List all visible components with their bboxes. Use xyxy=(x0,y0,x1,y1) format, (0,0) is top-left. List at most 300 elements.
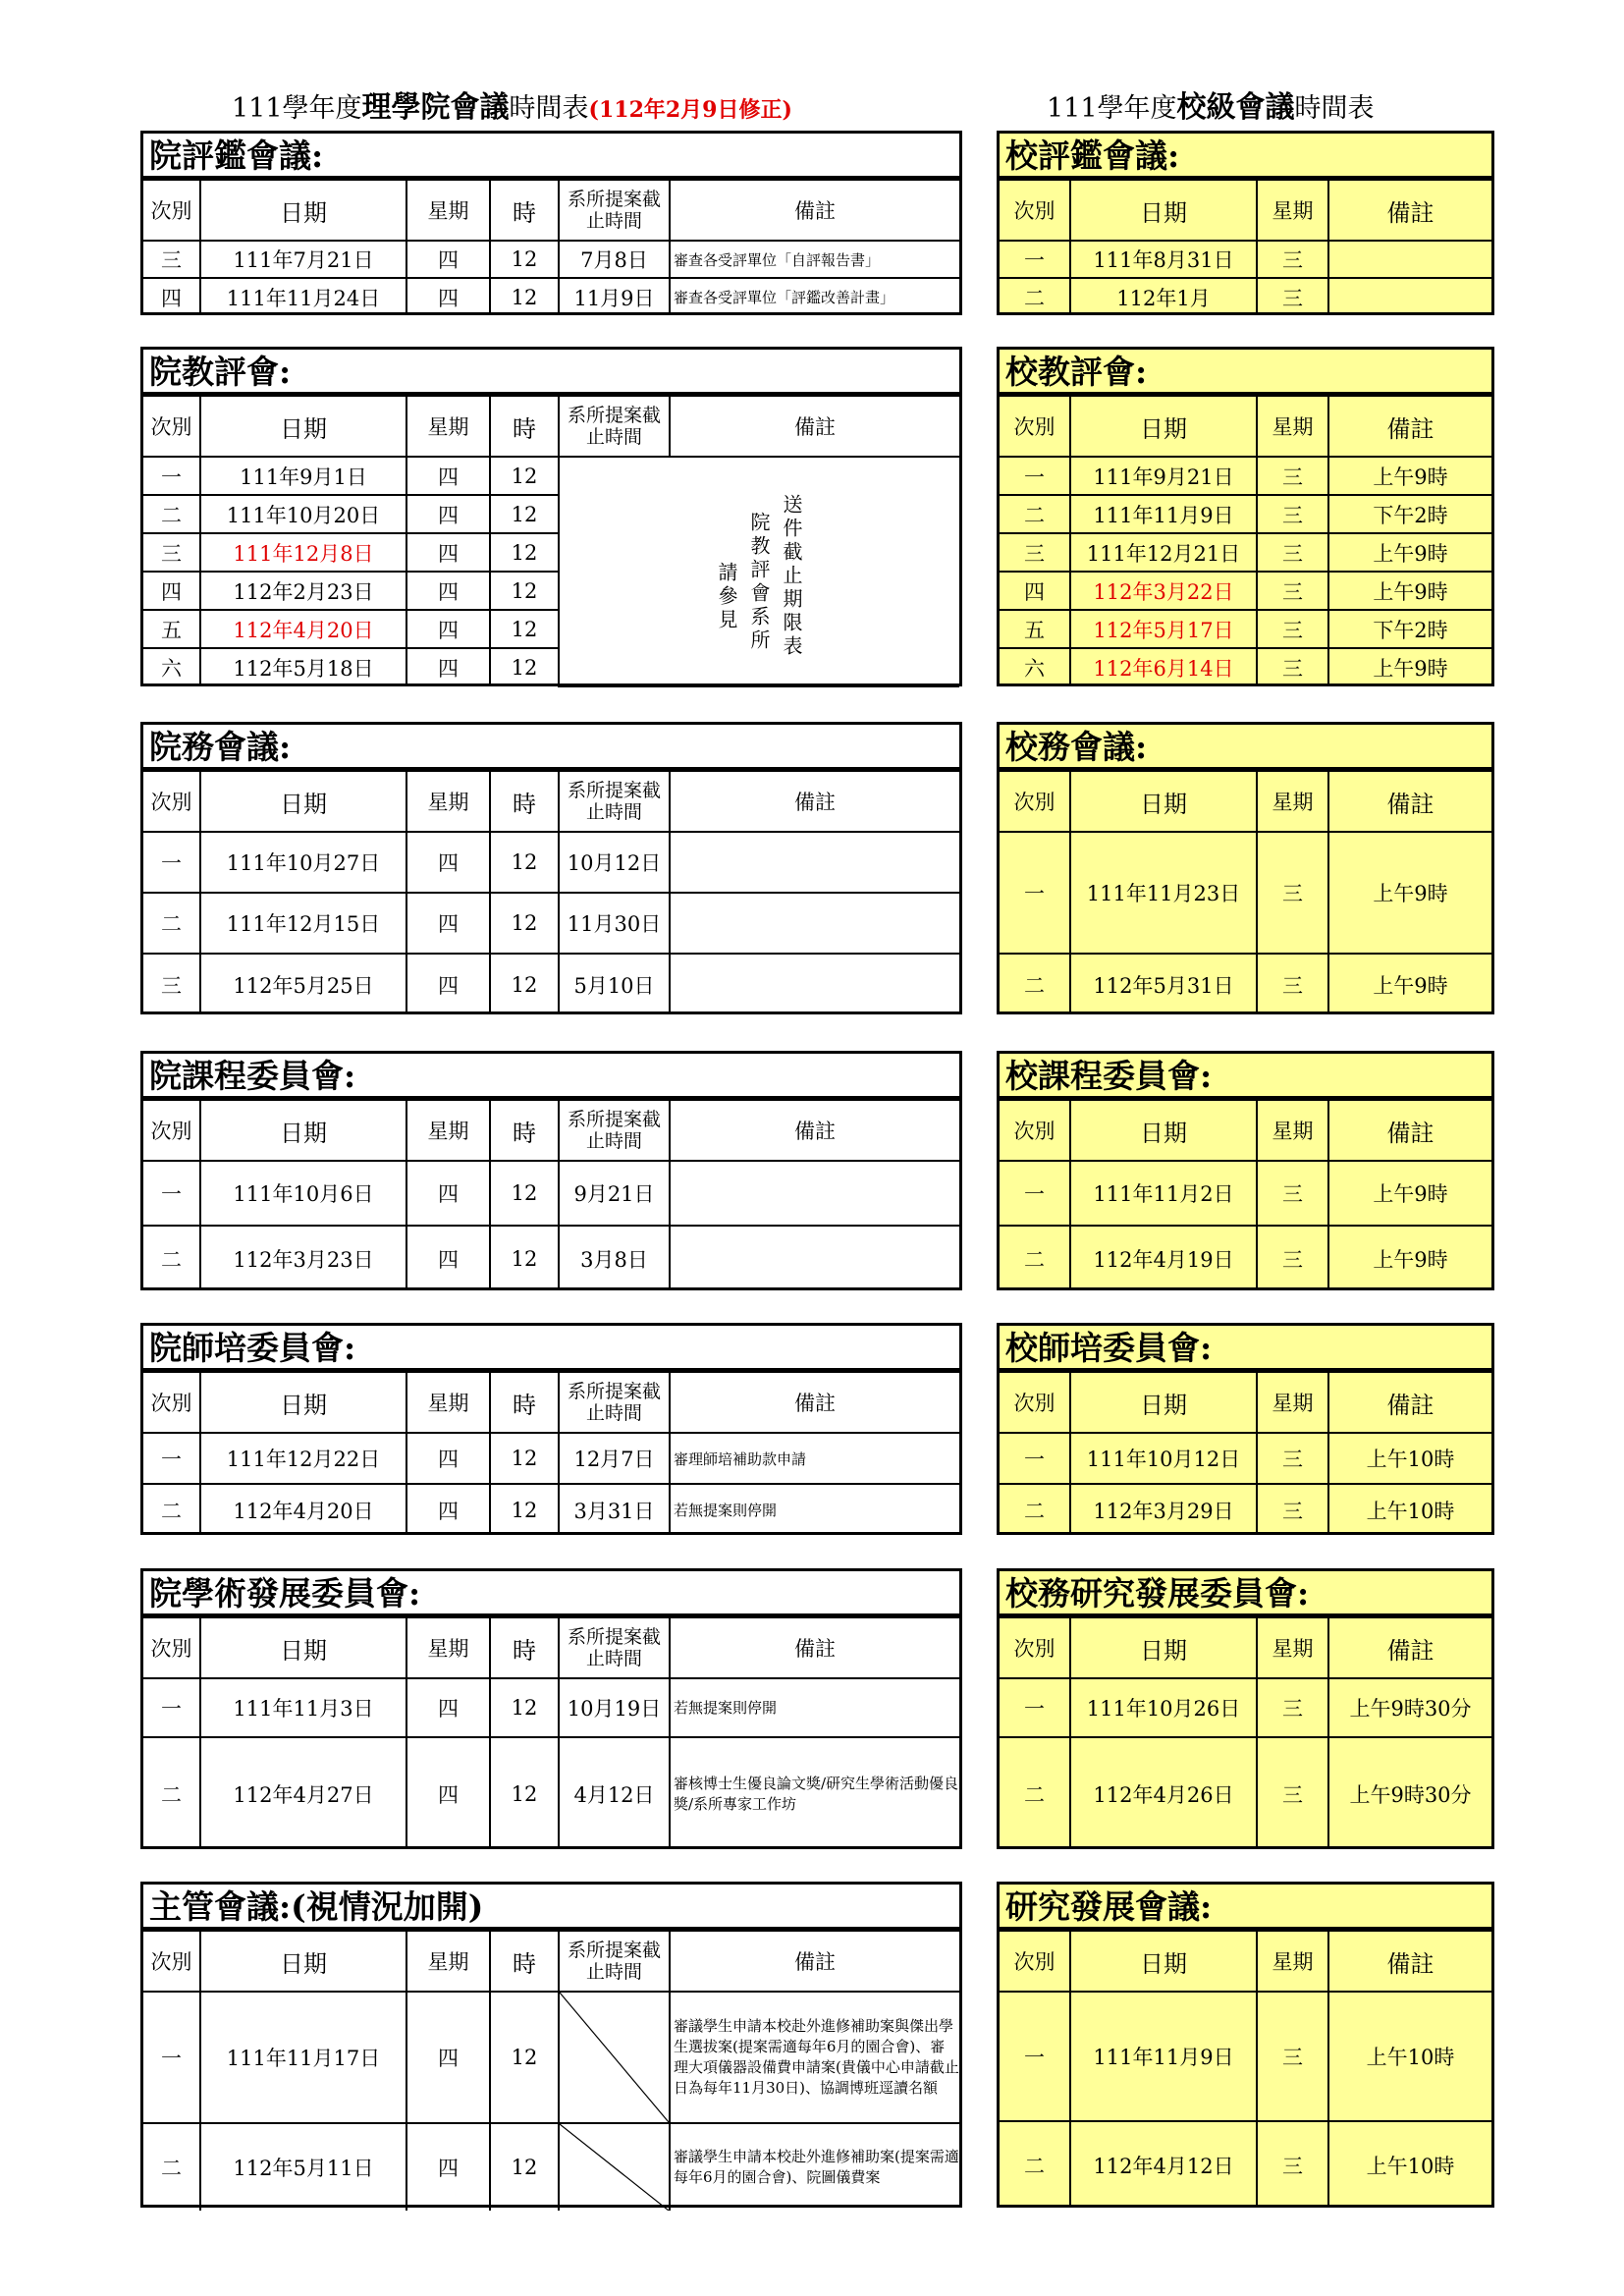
row-note: 下午2時 xyxy=(1328,610,1491,648)
row-note: 下午2時 xyxy=(1328,495,1491,533)
header-date: 日期 xyxy=(1070,771,1257,832)
table-header-row xyxy=(143,180,959,241)
header-hour: 時 xyxy=(490,771,559,832)
meeting-table xyxy=(1000,1616,1491,1849)
row-weekday: 四 xyxy=(406,241,490,278)
header-date: 日期 xyxy=(200,1100,406,1161)
header-date: 日期 xyxy=(200,771,406,832)
header-no: 次別 xyxy=(143,1100,200,1161)
header-note: 備註 xyxy=(670,1931,959,1992)
university-teacher-training-block xyxy=(997,1323,1494,1535)
row-deadline: 10月19日 xyxy=(559,1678,670,1737)
table-row xyxy=(1000,572,1491,610)
header-date: 日期 xyxy=(200,180,406,241)
table-row xyxy=(1000,832,1491,954)
row-no: 一 xyxy=(143,1678,200,1737)
revision-note: (112年2月9日修正) xyxy=(588,97,792,123)
row-weekday: 四 xyxy=(406,572,490,610)
table-row xyxy=(1000,1484,1491,1535)
row-note: 審理師培補助款申請 xyxy=(670,1433,959,1484)
row-date: 112年4月20日 xyxy=(200,610,406,648)
row-deadline: 7月8日 xyxy=(559,241,670,278)
header-no: 次別 xyxy=(1000,1931,1070,1992)
row-date: 112年5月11日 xyxy=(200,2123,406,2211)
header-deadline xyxy=(559,771,670,832)
row-note: 上午10時 xyxy=(1328,1992,1491,2121)
table-row xyxy=(1000,1433,1491,1484)
row-no: 二 xyxy=(143,893,200,954)
row-weekday: 三 xyxy=(1257,241,1328,278)
row-no: 二 xyxy=(1000,495,1070,533)
header-weekday: 星期 xyxy=(1257,1100,1328,1161)
row-no: 一 xyxy=(143,1161,200,1226)
row-weekday: 三 xyxy=(1257,495,1328,533)
row-weekday: 四 xyxy=(406,1433,490,1484)
row-note: 上午9時 xyxy=(1328,572,1491,610)
header-deadline xyxy=(559,1931,670,1992)
row-date: 112年4月19日 xyxy=(1070,1226,1257,1290)
section-title: 院務會議: xyxy=(143,725,959,770)
meeting-table xyxy=(1000,179,1491,315)
row-hour: 12 xyxy=(490,1161,559,1226)
row-date: 111年11月17日 xyxy=(200,1992,406,2123)
meeting-table xyxy=(1000,1099,1491,1290)
row-note: 若無提案則停開 xyxy=(670,1484,959,1535)
header-deadline-text: 系所提案截止時間 xyxy=(567,1940,661,1983)
row-deadline-na xyxy=(559,2123,670,2211)
row-no: 一 xyxy=(143,832,200,893)
row-hour: 12 xyxy=(490,1433,559,1484)
row-no: 一 xyxy=(143,1433,200,1484)
row-note: 上午9時30分 xyxy=(1328,1678,1491,1737)
table-row xyxy=(1000,648,1491,686)
row-deadline: 3月31日 xyxy=(559,1484,670,1535)
header-weekday: 星期 xyxy=(1257,396,1328,457)
header-no: 次別 xyxy=(143,1372,200,1433)
header-date: 日期 xyxy=(1070,1372,1257,1433)
header-date: 日期 xyxy=(200,396,406,457)
row-date: 111年11月9日 xyxy=(1070,495,1257,533)
row-weekday: 三 xyxy=(1257,1484,1328,1535)
row-date: 111年9月21日 xyxy=(1070,457,1257,495)
college-affairs-block xyxy=(140,722,962,1014)
row-hour: 12 xyxy=(490,1484,559,1535)
row-no: 二 xyxy=(1000,954,1070,1014)
header-note: 備註 xyxy=(1328,1931,1491,1992)
header-note: 備註 xyxy=(1328,180,1491,241)
header-no: 次別 xyxy=(1000,771,1070,832)
row-weekday: 三 xyxy=(1257,457,1328,495)
row-date: 111年11月3日 xyxy=(200,1678,406,1737)
meeting-table xyxy=(1000,1930,1491,2208)
header-no: 次別 xyxy=(1000,1372,1070,1433)
row-note: 上午10時 xyxy=(1328,2121,1491,2208)
row-date: 111年12月8日 xyxy=(200,533,406,572)
section-title: 院課程委員會: xyxy=(143,1054,959,1099)
row-date: 111年10月12日 xyxy=(1070,1433,1257,1484)
row-date: 112年6月14日 xyxy=(1070,648,1257,686)
row-deadline: 11月9日 xyxy=(559,278,670,315)
header-note: 備註 xyxy=(1328,1617,1491,1678)
row-no: 一 xyxy=(143,1992,200,2123)
table-row xyxy=(143,1433,959,1484)
row-no: 一 xyxy=(1000,832,1070,954)
row-date: 111年12月21日 xyxy=(1070,533,1257,572)
row-date: 112年4月27日 xyxy=(200,1737,406,1849)
table-row xyxy=(1000,1226,1491,1290)
row-no: 五 xyxy=(1000,610,1070,648)
row-weekday: 四 xyxy=(406,954,490,1014)
row-date: 112年4月20日 xyxy=(200,1484,406,1535)
row-no: 五 xyxy=(143,610,200,648)
table-row xyxy=(1000,954,1491,1014)
row-no: 四 xyxy=(143,572,200,610)
row-date: 111年8月31日 xyxy=(1070,241,1257,278)
table-header-row xyxy=(143,1617,959,1678)
row-weekday: 三 xyxy=(1257,1992,1328,2121)
header-weekday: 星期 xyxy=(1257,1931,1328,1992)
row-deadline: 11月30日 xyxy=(559,893,670,954)
row-no: 二 xyxy=(1000,278,1070,315)
header-weekday: 星期 xyxy=(406,180,490,241)
row-date: 111年10月6日 xyxy=(200,1161,406,1226)
table-header-row xyxy=(143,1931,959,1992)
meeting-table xyxy=(143,1930,959,2211)
row-no: 一 xyxy=(1000,1433,1070,1484)
row-date: 112年2月23日 xyxy=(200,572,406,610)
header-weekday: 星期 xyxy=(1257,180,1328,241)
header-deadline-text: 系所提案截止時間 xyxy=(567,1109,661,1152)
college-teacher-review-block xyxy=(140,347,962,686)
row-note: 上午9時 xyxy=(1328,954,1491,1014)
row-weekday: 四 xyxy=(406,1484,490,1535)
header-hour: 時 xyxy=(490,180,559,241)
table-row xyxy=(1000,533,1491,572)
section-title: 校評鑑會議: xyxy=(1000,134,1491,179)
row-weekday: 四 xyxy=(406,610,490,648)
table-row xyxy=(1000,1992,1491,2121)
header-no: 次別 xyxy=(143,771,200,832)
header-weekday: 星期 xyxy=(406,771,490,832)
header-date: 日期 xyxy=(1070,180,1257,241)
college-schedule-title: 111學年度理學院會議時間表(112年2月9日修正) xyxy=(232,90,792,125)
table-row xyxy=(143,893,959,954)
meeting-table xyxy=(143,179,959,315)
row-weekday: 三 xyxy=(1257,610,1328,648)
section-title: 校課程委員會: xyxy=(1000,1054,1491,1099)
table-row xyxy=(1000,457,1491,495)
row-deadline: 12月7日 xyxy=(559,1433,670,1484)
header-date: 日期 xyxy=(200,1617,406,1678)
row-no: 二 xyxy=(1000,1484,1070,1535)
row-weekday: 三 xyxy=(1257,1226,1328,1290)
header-no: 次別 xyxy=(143,1931,200,1992)
deadline-reference-note xyxy=(559,457,959,686)
row-no: 二 xyxy=(143,495,200,533)
row-weekday: 三 xyxy=(1257,533,1328,572)
row-deadline-na xyxy=(559,1992,670,2123)
row-note: 審核博士生優良論文獎/研究生學術活動優良獎/系所專家工作坊 xyxy=(670,1737,959,1849)
row-date: 112年1月 xyxy=(1070,278,1257,315)
table-row xyxy=(1000,2121,1491,2208)
row-date: 112年4月12日 xyxy=(1070,2121,1257,2208)
note-column-2: 院教評會系所 xyxy=(747,512,771,653)
table-row xyxy=(143,1161,959,1226)
section-title: 校教評會: xyxy=(1000,350,1491,395)
row-note xyxy=(670,893,959,954)
row-weekday: 三 xyxy=(1257,1433,1328,1484)
header-hour: 時 xyxy=(490,1372,559,1433)
header-note: 備註 xyxy=(1328,1372,1491,1433)
header-no: 次別 xyxy=(143,396,200,457)
table-row xyxy=(143,1678,959,1737)
header-weekday: 星期 xyxy=(406,1100,490,1161)
university-teacher-review-block xyxy=(997,347,1494,686)
row-hour: 12 xyxy=(490,241,559,278)
row-note: 審議學生申請本校赴外進修補助案與傑出學生選拔案(提案需適每年6月的園合會)、審理大項儀器設備費申請案(貴儀中心申請截止日為每年11月30日)、協調博班逕讀名額 xyxy=(670,1992,959,2123)
row-weekday: 三 xyxy=(1257,572,1328,610)
row-date: 111年11月23日 xyxy=(1070,832,1257,954)
header-deadline xyxy=(559,1100,670,1161)
note-column-1: 請參見 xyxy=(715,562,738,632)
table-row xyxy=(143,457,959,495)
header-weekday: 星期 xyxy=(1257,1372,1328,1433)
meeting-table xyxy=(143,770,959,1014)
header-date: 日期 xyxy=(1070,1931,1257,1992)
college-directors-block xyxy=(140,1882,962,2208)
header-no: 次別 xyxy=(143,180,200,241)
row-no: 二 xyxy=(1000,1226,1070,1290)
row-weekday: 四 xyxy=(406,2123,490,2211)
row-deadline: 3月8日 xyxy=(559,1226,670,1290)
row-no: 四 xyxy=(143,278,200,315)
row-note: 審議學生申請本校赴外進修補助案(提案需適每年6月的園合會)、院圖儀費案 xyxy=(670,2123,959,2211)
row-no: 一 xyxy=(1000,1992,1070,2121)
row-no: 四 xyxy=(1000,572,1070,610)
table-header-row xyxy=(143,1100,959,1161)
row-no: 二 xyxy=(143,1737,200,1849)
table-header-row xyxy=(1000,771,1491,832)
university-research-meeting-block xyxy=(997,1882,1494,2208)
header-no: 次別 xyxy=(1000,396,1070,457)
row-weekday: 四 xyxy=(406,533,490,572)
table-row xyxy=(143,1737,959,1849)
row-hour: 12 xyxy=(490,572,559,610)
header-date: 日期 xyxy=(200,1931,406,1992)
note-column-3: 送件截止期限表 xyxy=(780,494,803,659)
table-row xyxy=(143,1226,959,1290)
table-header-row xyxy=(1000,1100,1491,1161)
header-weekday: 星期 xyxy=(406,396,490,457)
row-no: 三 xyxy=(143,241,200,278)
row-weekday: 四 xyxy=(406,832,490,893)
table-header-row xyxy=(143,396,959,457)
college-curriculum-block xyxy=(140,1051,962,1290)
university-curriculum-block xyxy=(997,1051,1494,1290)
row-deadline: 9月21日 xyxy=(559,1161,670,1226)
row-hour: 12 xyxy=(490,954,559,1014)
row-note xyxy=(1328,278,1491,315)
header-date: 日期 xyxy=(1070,1100,1257,1161)
row-note: 上午10時 xyxy=(1328,1484,1491,1535)
row-date: 111年11月24日 xyxy=(200,278,406,315)
header-note: 備註 xyxy=(1328,1100,1491,1161)
row-note xyxy=(670,1226,959,1290)
header-date: 日期 xyxy=(1070,396,1257,457)
table-row xyxy=(1000,1678,1491,1737)
header-weekday: 星期 xyxy=(406,1372,490,1433)
header-hour: 時 xyxy=(490,1617,559,1678)
row-date: 111年11月9日 xyxy=(1070,1992,1257,2121)
row-hour: 12 xyxy=(490,533,559,572)
row-date: 111年9月1日 xyxy=(200,457,406,495)
row-no: 一 xyxy=(1000,1161,1070,1226)
table-row xyxy=(143,2123,959,2211)
table-header-row xyxy=(1000,180,1491,241)
header-note: 備註 xyxy=(1328,396,1491,457)
row-weekday: 三 xyxy=(1257,832,1328,954)
row-deadline: 5月10日 xyxy=(559,954,670,1014)
section-title: 院學術發展委員會: xyxy=(143,1571,959,1616)
row-no: 二 xyxy=(143,1226,200,1290)
row-note: 上午9時 xyxy=(1328,1161,1491,1226)
row-weekday: 四 xyxy=(406,893,490,954)
header-no: 次別 xyxy=(1000,180,1070,241)
row-date: 112年5月17日 xyxy=(1070,610,1257,648)
row-no: 二 xyxy=(143,1484,200,1535)
row-note: 上午9時 xyxy=(1328,1226,1491,1290)
row-date: 111年10月26日 xyxy=(1070,1678,1257,1737)
row-note xyxy=(670,1161,959,1226)
row-note: 審查各受評單位「自評報告書」 xyxy=(670,241,959,278)
row-hour: 12 xyxy=(490,457,559,495)
row-weekday: 三 xyxy=(1257,954,1328,1014)
header-note: 備註 xyxy=(670,1617,959,1678)
row-weekday: 四 xyxy=(406,278,490,315)
row-hour: 12 xyxy=(490,2123,559,2211)
university-schedule-title: 111學年度校級會議時間表 xyxy=(1047,90,1375,125)
row-hour: 12 xyxy=(490,893,559,954)
table-row xyxy=(143,832,959,893)
row-note xyxy=(670,832,959,893)
header-hour: 時 xyxy=(490,1100,559,1161)
meeting-table xyxy=(1000,395,1491,686)
row-no: 二 xyxy=(1000,1737,1070,1849)
row-date: 111年10月27日 xyxy=(200,832,406,893)
row-note: 上午10時 xyxy=(1328,1433,1491,1484)
table-header-row xyxy=(143,1372,959,1433)
table-row xyxy=(143,278,959,315)
header-deadline-text: 系所提案截止時間 xyxy=(567,1626,661,1669)
table-row xyxy=(1000,495,1491,533)
header-date: 日期 xyxy=(1070,1617,1257,1678)
header-no: 次別 xyxy=(1000,1617,1070,1678)
meeting-table xyxy=(1000,1371,1491,1535)
row-no: 六 xyxy=(143,648,200,686)
row-hour: 12 xyxy=(490,1737,559,1849)
header-deadline xyxy=(559,180,670,241)
section-title: 院教評會: xyxy=(143,350,959,395)
row-hour: 12 xyxy=(490,648,559,686)
row-no: 二 xyxy=(1000,2121,1070,2208)
university-evaluation-block xyxy=(997,131,1494,315)
header-no: 次別 xyxy=(143,1617,200,1678)
row-date: 111年12月15日 xyxy=(200,893,406,954)
row-hour: 12 xyxy=(490,1226,559,1290)
row-weekday: 四 xyxy=(406,1992,490,2123)
row-weekday: 三 xyxy=(1257,2121,1328,2208)
header-note: 備註 xyxy=(670,1100,959,1161)
row-note: 審查各受評單位「評鑑改善計畫」 xyxy=(670,278,959,315)
table-row xyxy=(143,1484,959,1535)
header-no: 次別 xyxy=(1000,1100,1070,1161)
header-deadline-text: 系所提案截止時間 xyxy=(567,1381,661,1424)
header-deadline xyxy=(559,1372,670,1433)
row-note xyxy=(1328,241,1491,278)
header-note: 備註 xyxy=(1328,771,1491,832)
row-no: 二 xyxy=(143,2123,200,2211)
table-header-row xyxy=(1000,1931,1491,1992)
row-date: 111年11月2日 xyxy=(1070,1161,1257,1226)
college-academic-block xyxy=(140,1568,962,1849)
header-note: 備註 xyxy=(670,396,959,457)
section-title: 校務研究發展委員會: xyxy=(1000,1571,1491,1616)
row-date: 112年4月26日 xyxy=(1070,1737,1257,1849)
meeting-table xyxy=(143,1371,959,1535)
row-hour: 12 xyxy=(490,832,559,893)
college-evaluation-block xyxy=(140,131,962,315)
row-date: 112年5月31日 xyxy=(1070,954,1257,1014)
section-title: 校師培委員會: xyxy=(1000,1326,1491,1371)
row-weekday: 四 xyxy=(406,1161,490,1226)
row-date: 112年3月23日 xyxy=(200,1226,406,1290)
section-title: 院師培委員會: xyxy=(143,1326,959,1371)
table-header-row xyxy=(1000,1617,1491,1678)
row-no: 一 xyxy=(143,457,200,495)
row-no: 一 xyxy=(1000,457,1070,495)
row-note: 上午9時 xyxy=(1328,832,1491,954)
row-deadline: 4月12日 xyxy=(559,1737,670,1849)
row-note xyxy=(670,954,959,1014)
table-header-row xyxy=(1000,396,1491,457)
row-weekday: 三 xyxy=(1257,1737,1328,1849)
meeting-table xyxy=(143,1099,959,1290)
header-deadline xyxy=(559,1617,670,1678)
table-row xyxy=(1000,1161,1491,1226)
table-row xyxy=(143,241,959,278)
header-weekday: 星期 xyxy=(406,1931,490,1992)
row-weekday: 四 xyxy=(406,648,490,686)
row-weekday: 四 xyxy=(406,1226,490,1290)
row-weekday: 四 xyxy=(406,457,490,495)
table-row xyxy=(143,954,959,1014)
row-weekday: 三 xyxy=(1257,648,1328,686)
table-row xyxy=(1000,278,1491,315)
row-no: 六 xyxy=(1000,648,1070,686)
row-date: 111年7月21日 xyxy=(200,241,406,278)
row-date: 111年12月22日 xyxy=(200,1433,406,1484)
row-date: 112年5月18日 xyxy=(200,648,406,686)
meeting-table xyxy=(1000,770,1491,1014)
row-no: 三 xyxy=(1000,533,1070,572)
row-weekday: 三 xyxy=(1257,1161,1328,1226)
row-weekday: 四 xyxy=(406,495,490,533)
row-weekday: 四 xyxy=(406,1678,490,1737)
row-date: 112年3月22日 xyxy=(1070,572,1257,610)
section-title: 主管會議:(視情況加開) xyxy=(143,1885,959,1930)
university-research-committee-block xyxy=(997,1568,1494,1849)
section-title: 院評鑑會議: xyxy=(143,134,959,179)
